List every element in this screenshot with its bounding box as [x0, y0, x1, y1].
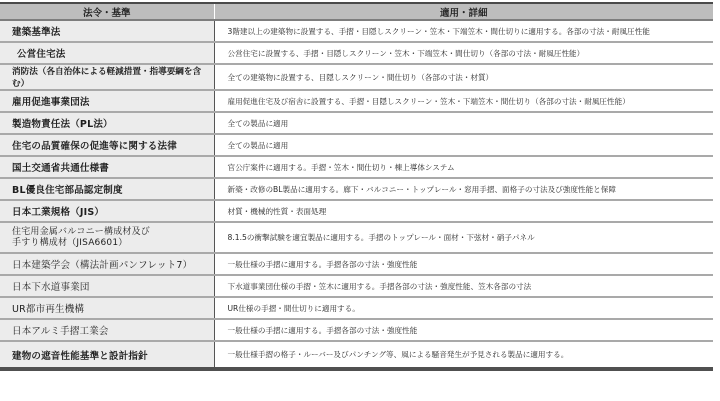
table-row — [0, 200, 713, 222]
law-cell: 日本下水道事業団 — [0, 275, 214, 297]
law-cell: 雇用促進事業団法 — [0, 90, 214, 112]
table-row — [0, 112, 713, 134]
detail-cell: 材質・機械的性質・表面処理 — [214, 200, 713, 222]
law-cell: 建築基準法 — [0, 20, 214, 42]
column-header-detail: 適用・詳細 — [214, 3, 713, 20]
detail-cell: 全ての製品に適用 — [214, 112, 713, 134]
law-cell — [0, 222, 214, 253]
table-row — [0, 20, 713, 42]
column-header-law: 法令・基準 — [0, 3, 214, 20]
table-row — [0, 178, 713, 200]
law-cell: 建物の遮音性能基準と設計指針 — [0, 341, 214, 369]
detail-cell: 公営住宅に設置する、手摺・目隠しスクリーン・笠木・下端笠木・間仕切り（各部の寸法・耐風圧性能） — [214, 42, 713, 64]
detail-cell: 下水道事業団仕様の手摺・笠木に適用する。手摺各部の寸法・強度性能、笠木各部の寸法 — [214, 275, 713, 297]
detail-cell: 8.1.5の衝撃試験を適宜製品に適用する。手摺のトップレール・面材・下弦材・硝子パネル — [214, 222, 713, 253]
table-row — [0, 156, 713, 178]
law-cell: BL優良住宅部品認定制度 — [0, 178, 214, 200]
detail-cell: 全ての製品に適用 — [214, 134, 713, 156]
detail-cell: 雇用促進住宅及び宿舎に設置する、手摺・目隠しスクリーン・笠木・下端笠木・間仕切り（各部の寸法・耐風圧性能） — [214, 90, 713, 112]
table-row — [0, 42, 713, 64]
detail-cell: UR仕様の手摺・間仕切りに適用する。 — [214, 297, 713, 319]
law-cell: 日本アルミ手摺工業会 — [0, 319, 214, 341]
law-cell: 住宅の品質確保の促進等に関する法律 — [0, 134, 214, 156]
law-cell: 日本建築学会（構法計画パンフレット7） — [0, 253, 214, 275]
table-row — [0, 222, 713, 253]
law-cell: 日本工業規格（JIS） — [0, 200, 214, 222]
table-header-row — [0, 3, 713, 20]
regulations-table — [0, 2, 713, 371]
table-row — [0, 64, 713, 90]
law-cell: UR都市再生機構 — [0, 297, 214, 319]
detail-cell: 官公庁案件に適用する。手摺・笠木・間仕切り・棟上導体システム — [214, 156, 713, 178]
law-cell: 公営住宅法 — [0, 42, 214, 64]
table-row — [0, 134, 713, 156]
table-row — [0, 90, 713, 112]
detail-cell: 一般仕様の手摺に適用する。手摺各部の寸法・強度性能 — [214, 319, 713, 341]
table-row — [0, 253, 713, 275]
law-cell: 製造物責任法（PL法） — [0, 112, 214, 134]
law-cell: 消防法（各自治体による軽減措置・指導要綱を含む） — [0, 64, 214, 90]
table-row — [0, 275, 713, 297]
law-cell-line-1: 住宅用金属バルコニー構成材及び — [12, 226, 151, 237]
detail-cell: 3階建以上の建築物に設置する、手摺・目隠しスクリーン・笠木・下端笠木・間仕切りに適用する。各部の寸法・耐風圧性能 — [214, 20, 713, 42]
detail-cell: 全ての建築物に設置する、目隠しスクリーン・間仕切り（各部の寸法・材質） — [214, 64, 713, 90]
law-cell: 国土交通省共通仕様書 — [0, 156, 214, 178]
detail-cell: 一般仕様手摺の格子・ルーバー及びパンチング等、風による騒音発生が予見される製品に適用する。 — [214, 341, 713, 369]
detail-cell: 一般仕様の手摺に適用する。手摺各部の寸法・強度性能 — [214, 253, 713, 275]
law-cell-line-2: 手すり構成材（JISA6601） — [12, 237, 128, 248]
detail-cell: 新築・改修のBL製品に適用する。廊下・バルコニー・トップレール・窓用手摺、面格子の寸法及び強度性能と保障 — [214, 178, 713, 200]
table-row — [0, 297, 713, 319]
table-row — [0, 319, 713, 341]
table-row — [0, 341, 713, 369]
